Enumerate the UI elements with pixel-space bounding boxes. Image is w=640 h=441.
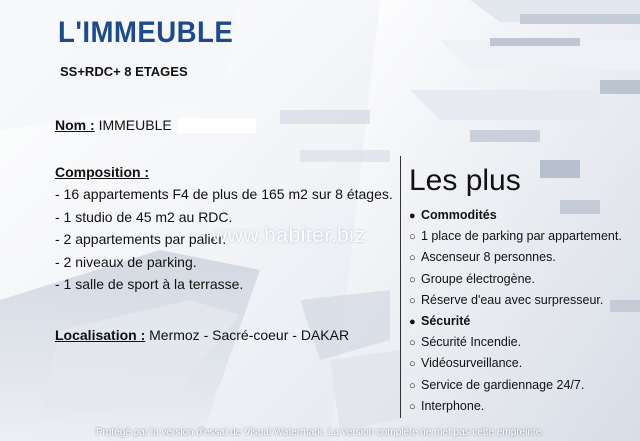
hollow-bullet-icon: ○ (409, 273, 416, 286)
les-plus-heading (409, 311, 622, 332)
les-plus-item (409, 269, 622, 290)
localisation-line (55, 327, 349, 343)
filled-bullet-icon: ● (409, 315, 416, 328)
nom-value: IMMEUBLE (98, 117, 172, 133)
les-plus-item (409, 290, 622, 311)
composition-item: - 1 salle de sport à la terrasse. (55, 276, 244, 293)
hollow-bullet-icon: ○ (409, 252, 416, 265)
les-plus-item (409, 247, 622, 268)
les-plus-text: Interphone. (421, 398, 485, 413)
les-plus-item (409, 353, 622, 374)
composition-title: Composition : (55, 164, 150, 180)
hollow-bullet-icon: ○ (409, 400, 416, 413)
les-plus-text: Sécurité Incendie. (421, 335, 522, 350)
trial-watermark-footer: Protégé par la version d'essai de Visual Watermark. La version complète ne met pas cette empreinte. (95, 427, 545, 438)
section-divider (400, 156, 401, 418)
nom-label: Nom : (55, 117, 95, 133)
les-plus-list (409, 205, 622, 417)
les-plus-item (409, 396, 622, 417)
hollow-bullet-icon: ○ (409, 337, 416, 350)
composition-item: - 16 appartements F4 de plus de 165 m2 sur 8 étages. (55, 186, 393, 202)
page-subtitle: SS+RDC+ 8 ETAGES (60, 64, 188, 79)
les-plus-item (409, 226, 622, 247)
les-plus-text: Réserve d'eau avec surpresseur. (421, 292, 604, 307)
localisation-value: Mermoz - Sacré-coeur - DAKAR (149, 327, 350, 343)
nom-line (55, 117, 256, 133)
les-plus-title: Les plus (409, 164, 521, 197)
les-plus-text: 1 place de parking par appartement. (421, 229, 622, 244)
les-plus-item (409, 375, 622, 396)
hollow-bullet-icon: ○ (409, 379, 416, 392)
les-plus-heading (409, 205, 622, 226)
hollow-bullet-icon: ○ (409, 294, 416, 307)
filled-bullet-icon: ● (409, 210, 416, 222)
les-plus-text: Ascenseur 8 personnes. (421, 250, 556, 265)
les-plus-text: Vidéosurveillance. (421, 356, 523, 371)
composition-item: - 2 appartements par palier. (55, 231, 227, 248)
composition-item: - 1 studio de 45 m2 au RDC. (55, 208, 233, 225)
les-plus-text: Groupe électrogène. (421, 271, 535, 286)
hollow-bullet-icon: ○ (409, 358, 416, 371)
redaction-box (178, 118, 256, 133)
les-plus-text: Commodités (421, 208, 497, 222)
hollow-bullet-icon: ○ (409, 231, 416, 244)
page-title: L'IMMEUBLE (58, 16, 234, 49)
site-watermark: www.habiter.biz (212, 224, 366, 247)
composition-item: - 2 niveaux de parking. (55, 253, 197, 270)
localisation-label: Localisation : (55, 327, 146, 343)
les-plus-text: Service de gardiennage 24/7. (421, 377, 585, 392)
les-plus-item (409, 332, 622, 353)
les-plus-text: Sécurité (421, 313, 471, 328)
